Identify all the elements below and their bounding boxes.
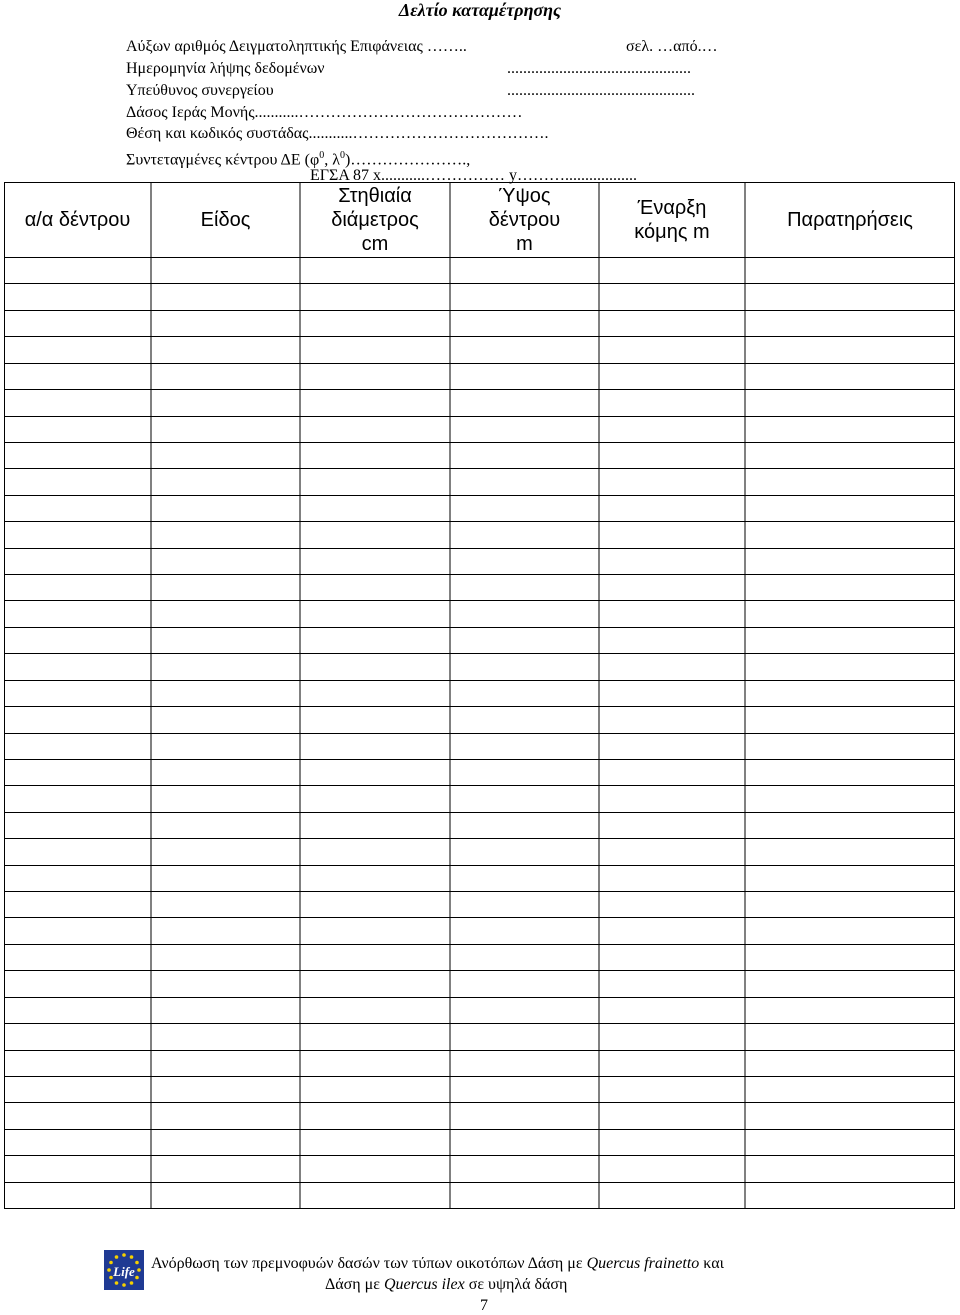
plot-number-line: Αύξων αριθμός Δειγματοληπτικής Επιφάνειας …….. bbox=[126, 38, 467, 55]
table-row[interactable] bbox=[4, 496, 955, 522]
crown-line-2: κόμης m bbox=[634, 221, 710, 243]
table-grid bbox=[4, 182, 955, 1209]
measurement-table bbox=[4, 182, 955, 1209]
height-line-1: Ύψος bbox=[498, 185, 551, 207]
table-row[interactable] bbox=[4, 866, 955, 892]
table-row[interactable] bbox=[4, 601, 955, 627]
coords-prefix: Συντεταγμένες κέντρου ΔΕ (φ bbox=[126, 151, 320, 169]
coords-sup-lambda: 0 bbox=[339, 150, 345, 161]
table-row[interactable] bbox=[4, 284, 955, 310]
table-row[interactable] bbox=[4, 734, 955, 760]
col-header-remarks: Παρατηρήσεις bbox=[787, 209, 913, 231]
table-row[interactable] bbox=[4, 443, 955, 469]
table-row[interactable] bbox=[4, 1183, 955, 1209]
height-line-3: m bbox=[516, 233, 533, 255]
table-row[interactable] bbox=[4, 364, 955, 390]
responsible-dots: ............................................... bbox=[507, 82, 695, 99]
page-footer bbox=[0, 1250, 960, 1312]
table-row[interactable] bbox=[4, 654, 955, 680]
col-header-species: Είδος bbox=[200, 209, 251, 231]
crown-line-1: Έναρξη bbox=[637, 197, 707, 219]
table-row[interactable] bbox=[4, 707, 955, 733]
page-of-line: σελ. …από.… bbox=[626, 38, 718, 55]
coords-sup-phi: 0 bbox=[319, 150, 325, 161]
table-row[interactable] bbox=[4, 575, 955, 601]
date-dots: .............................................. bbox=[507, 60, 691, 77]
col-header-dbh bbox=[300, 182, 450, 258]
table-row[interactable] bbox=[4, 390, 955, 416]
coords-suffix: )…………………., bbox=[344, 151, 471, 169]
footer-line-2-pre: Δάση με bbox=[325, 1276, 384, 1293]
cluster-line: Θέση και κωδικός συστάδας...........………………………………. bbox=[126, 125, 549, 142]
table-row[interactable] bbox=[4, 1024, 955, 1050]
col-header-height bbox=[450, 182, 599, 258]
table-row[interactable] bbox=[4, 1156, 955, 1182]
table-row[interactable] bbox=[4, 760, 955, 786]
table-row[interactable] bbox=[4, 337, 955, 363]
table-row[interactable] bbox=[4, 839, 955, 865]
table-row[interactable] bbox=[4, 945, 955, 971]
dbh-line-2: διάμετρος bbox=[331, 209, 419, 231]
col-header-tree-number: α/α δέντρου bbox=[24, 209, 131, 231]
footer-line-1-species: Quercus frainetto bbox=[586, 1255, 700, 1272]
table-row[interactable] bbox=[4, 892, 955, 918]
table-row[interactable] bbox=[4, 1077, 955, 1103]
footer-line-2-post: σε υψηλά δάση bbox=[464, 1276, 568, 1293]
table-row[interactable] bbox=[4, 786, 955, 812]
forest-line: Δάσος Ιεράς Μονής...........…………………………………… bbox=[126, 104, 523, 121]
footer-line-2-species: Quercus ilex bbox=[383, 1276, 465, 1293]
table-row[interactable] bbox=[4, 918, 955, 944]
dbh-line-1: Στηθιαία bbox=[338, 185, 412, 207]
coords-mid: , λ bbox=[324, 151, 340, 169]
dbh-line-3: cm bbox=[361, 233, 389, 255]
page-title: Δελτίο καταμέτρησης bbox=[398, 0, 562, 20]
table-row[interactable] bbox=[4, 971, 955, 997]
table-row[interactable] bbox=[4, 628, 955, 654]
footer-line-1 bbox=[151, 1254, 724, 1274]
eu-life-logo-icon bbox=[104, 1250, 144, 1290]
table-row[interactable] bbox=[4, 1130, 955, 1156]
responsible-line: Υπεύθυνος συνεργείου bbox=[126, 82, 274, 99]
table-row[interactable] bbox=[4, 1103, 955, 1129]
table-row[interactable] bbox=[4, 549, 955, 575]
footer-line-2 bbox=[325, 1275, 567, 1295]
footer-line-1-pre: Ανόρθωση των πρεμνοφυών δασών των τύπων οικοτόπων Δάση με bbox=[151, 1255, 587, 1272]
col-header-crown-start bbox=[599, 182, 745, 258]
height-line-2: δέντρου bbox=[488, 209, 561, 231]
date-line: Ημερομηνία λήψης δεδομένων bbox=[126, 60, 325, 77]
page-number: 7 bbox=[480, 1297, 488, 1314]
table-row[interactable] bbox=[4, 311, 955, 337]
table-row[interactable] bbox=[4, 469, 955, 495]
table-row[interactable] bbox=[4, 681, 955, 707]
svg-text:Life: Life bbox=[113, 1264, 135, 1279]
table-row[interactable] bbox=[4, 522, 955, 548]
table-row[interactable] bbox=[4, 1051, 955, 1077]
table-row[interactable] bbox=[4, 998, 955, 1024]
table-row[interactable] bbox=[4, 417, 955, 443]
table-row[interactable] bbox=[4, 813, 955, 839]
table-row[interactable] bbox=[4, 258, 955, 284]
footer-line-1-post: και bbox=[699, 1255, 724, 1272]
egsa-line: ΕΓΣΑ 87 x...........…………… y……….................. bbox=[310, 167, 638, 184]
